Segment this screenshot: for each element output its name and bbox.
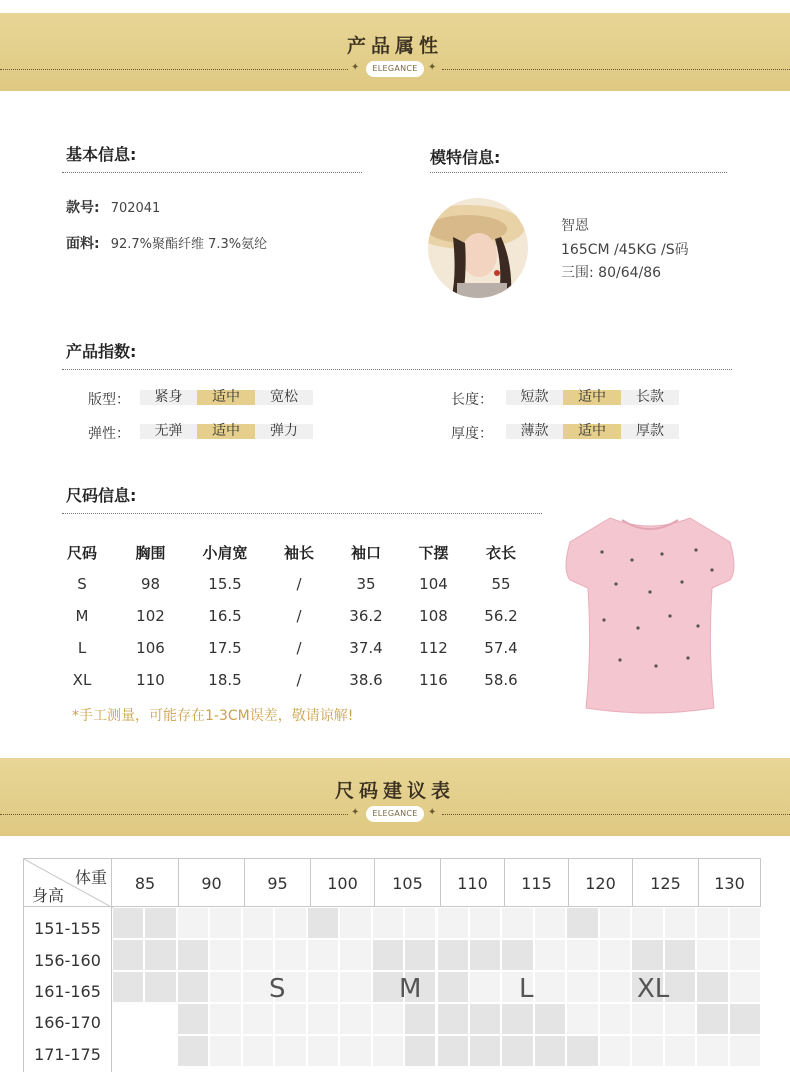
table-cell: 36.2	[349, 607, 383, 625]
length-option-long: 长款	[621, 390, 679, 405]
grid-cell	[600, 940, 630, 970]
header-cell: 下摆	[418, 543, 449, 562]
length-option-regular: 适中	[563, 390, 621, 405]
elastic-option-stretch: 弹力	[255, 424, 313, 439]
grid-cell	[567, 972, 597, 1002]
grid-cell	[308, 972, 338, 1002]
grid-cell	[535, 940, 565, 970]
grid-cell	[730, 1036, 760, 1066]
grid-cell	[632, 908, 662, 938]
table-cell: 17.5	[208, 639, 242, 657]
grid-cell	[275, 1004, 305, 1034]
grid-cell	[470, 940, 500, 970]
height-label: 161-165	[34, 982, 101, 1001]
grid-cell	[308, 1004, 338, 1034]
grid-cell	[340, 908, 370, 938]
grid-cell	[438, 972, 468, 1002]
thickness-option-thick: 厚款	[621, 424, 679, 439]
grid-cell	[502, 940, 532, 970]
weight-header: 115	[505, 858, 569, 907]
model-info-title: 模特信息:	[430, 148, 501, 167]
grid-cell	[632, 1036, 662, 1066]
table-cell: L	[77, 639, 87, 657]
grid-cell	[567, 1004, 597, 1034]
grid-cell	[665, 940, 695, 970]
grid-cell	[210, 1004, 240, 1034]
table-cell: M	[75, 607, 89, 625]
fit-option-loose: 宽松	[255, 390, 313, 405]
size-table-header	[60, 536, 522, 568]
weight-header: 125	[633, 858, 699, 907]
corner-height-label: 身高	[32, 886, 65, 905]
elegance-badge: ELEGANCE	[366, 61, 424, 77]
table-cell: 18.5	[208, 671, 242, 689]
grid-cell	[340, 972, 370, 1002]
fabric-label: 面料:	[66, 236, 100, 252]
product-index-title: 产品指数:	[66, 342, 137, 361]
model-avatar	[427, 197, 529, 299]
grid-cell	[405, 908, 435, 938]
size-marker-xl: XL	[637, 974, 670, 1004]
grid-cell	[730, 972, 760, 1002]
elastic-label: 弹性：	[88, 426, 130, 442]
weight-header: 90	[179, 858, 245, 907]
header-cell: 小肩宽	[202, 543, 248, 562]
length-option-short: 短款	[506, 390, 563, 405]
weight-header: 105	[375, 858, 441, 907]
elastic-option-regular: 适中	[197, 424, 255, 439]
grid-cell	[730, 908, 760, 938]
table-row	[60, 664, 522, 696]
banner-title: 产品属性	[346, 35, 443, 57]
grid-cell	[113, 972, 143, 1002]
grid-cell	[210, 1036, 240, 1066]
table-row	[60, 632, 522, 664]
grid-cell	[275, 908, 305, 938]
grid-cell	[730, 940, 760, 970]
ornament-icon: ✦	[351, 62, 360, 73]
model-stats: 165CM /45KG /S码	[561, 242, 689, 258]
style-number-label: 款号:	[66, 200, 100, 216]
thickness-option-regular: 适中	[563, 424, 621, 439]
banner-size-recommendation	[0, 758, 790, 836]
grid-cell	[470, 908, 500, 938]
grid-cell	[243, 1004, 273, 1034]
grid-cell	[178, 940, 208, 970]
grid-corner	[23, 858, 112, 907]
weight-header: 100	[311, 858, 375, 907]
table-cell: 98	[140, 575, 161, 593]
model-measurements: 三围: 80/64/86	[561, 265, 662, 281]
grid-cell	[308, 1036, 338, 1066]
divider	[62, 172, 362, 173]
grid-cell	[697, 1036, 727, 1066]
grid-cell	[438, 1036, 468, 1066]
style-number-value: 702041	[110, 201, 161, 216]
grid-cell	[243, 940, 273, 970]
model-name: 智恩	[561, 218, 589, 234]
divider	[62, 369, 732, 370]
table-cell: 15.5	[208, 575, 242, 593]
grid-cell	[665, 1036, 695, 1066]
header-cell: 尺码	[66, 543, 97, 562]
weight-header: 85	[112, 858, 179, 907]
table-cell: 108	[419, 607, 448, 625]
grid-cell	[600, 1036, 630, 1066]
grid-cell	[178, 1036, 208, 1066]
ornament-icon: ✦	[351, 807, 360, 818]
banner-divider-right	[442, 69, 790, 70]
grid-cell	[697, 908, 727, 938]
recommendation-grid	[23, 858, 761, 1072]
grid-cell	[535, 908, 565, 938]
weight-header: 110	[441, 858, 505, 907]
weight-header: 95	[245, 858, 311, 907]
grid-cell	[632, 940, 662, 970]
table-cell: XL	[72, 671, 92, 689]
banner-title: 尺码建议表	[334, 780, 455, 802]
corner-weight-label: 体重	[74, 868, 107, 887]
basic-info-title: 基本信息:	[66, 145, 137, 164]
table-cell: 35	[356, 575, 376, 593]
size-marker-m: M	[399, 974, 422, 1004]
grid-cell	[113, 908, 143, 938]
grid-cell	[340, 940, 370, 970]
grid-cell	[308, 940, 338, 970]
grid-cell	[470, 972, 500, 1002]
banner-divider-right	[442, 814, 790, 815]
grid-cell	[632, 1004, 662, 1034]
table-cell: 57.4	[484, 639, 518, 657]
table-cell: S	[77, 575, 87, 593]
divider	[62, 513, 542, 514]
table-cell: 106	[136, 639, 165, 657]
grid-cell	[373, 1036, 403, 1066]
grid-cell	[535, 1004, 565, 1034]
table-row	[60, 568, 522, 600]
grid-cell	[373, 1004, 403, 1034]
grid-cell	[243, 908, 273, 938]
grid-cell	[535, 972, 565, 1002]
grid-cell	[113, 940, 143, 970]
table-cell: 112	[419, 639, 448, 657]
grid-cell	[243, 1036, 273, 1066]
grid-cell	[145, 972, 175, 1002]
grid-cell	[275, 940, 305, 970]
grid-cell	[210, 908, 240, 938]
grid-cell	[405, 1004, 435, 1034]
grid-cell	[438, 940, 468, 970]
header-cell: 胸围	[135, 543, 166, 562]
thickness-label: 厚度：	[451, 426, 493, 442]
grid-cell	[405, 1036, 435, 1066]
grid-cell	[502, 908, 532, 938]
grid-cell	[567, 1036, 597, 1066]
fit-option-regular: 适中	[197, 390, 255, 405]
grid-cell	[697, 1004, 727, 1034]
grid-cell	[405, 940, 435, 970]
table-cell: /	[296, 607, 302, 625]
table-cell: 58.6	[484, 671, 518, 689]
grid-cell	[373, 940, 403, 970]
grid-cell	[210, 972, 240, 1002]
table-row	[60, 600, 522, 632]
grid-cell	[697, 972, 727, 1002]
grid-cell	[373, 908, 403, 938]
grid-cell	[145, 908, 175, 938]
grid-cell	[308, 908, 338, 938]
grid-cell	[178, 972, 208, 1002]
size-marker-l: L	[519, 974, 534, 1004]
grid-cell	[600, 908, 630, 938]
grid-cell	[178, 1004, 208, 1034]
table-cell: 37.4	[349, 639, 383, 657]
table-cell: /	[296, 671, 302, 689]
table-cell: 38.6	[349, 671, 383, 689]
grid-cell	[600, 1004, 630, 1034]
size-marker-s: S	[269, 974, 286, 1004]
fabric-row	[66, 233, 267, 253]
elegance-badge: ELEGANCE	[366, 806, 424, 822]
fabric-value: 92.7%聚酯纤维 7.3%氨纶	[110, 237, 268, 252]
grid-cell	[535, 1036, 565, 1066]
grid-cell	[470, 1004, 500, 1034]
grid-cell	[665, 908, 695, 938]
elastic-option-none: 无弹	[140, 424, 197, 439]
banner-product-attributes	[0, 13, 790, 91]
fit-option-tight: 紧身	[140, 390, 197, 405]
fit-label: 版型：	[88, 392, 130, 408]
measurement-note: *手工测量，可能存在1-3CM误差，敬请谅解!	[72, 708, 354, 724]
height-label: 171-175	[34, 1045, 101, 1064]
table-cell: 55	[491, 575, 511, 593]
length-label: 长度：	[451, 392, 493, 408]
header-cell: 袖口	[350, 543, 381, 562]
grid-cell	[502, 1036, 532, 1066]
height-label: 156-160	[34, 951, 101, 970]
grid-cell	[502, 1004, 532, 1034]
style-number-row	[66, 197, 160, 217]
grid-cell	[470, 1036, 500, 1066]
table-cell: 16.5	[208, 607, 242, 625]
grid-cell	[438, 1004, 468, 1034]
ornament-icon: ✦	[428, 62, 437, 73]
grid-cell	[438, 908, 468, 938]
banner-divider-left	[0, 814, 348, 815]
table-cell: 56.2	[484, 607, 518, 625]
weight-header: 130	[699, 858, 761, 907]
table-cell: /	[296, 575, 302, 593]
grid-cell	[730, 1004, 760, 1034]
table-cell: 102	[136, 607, 165, 625]
grid-cell	[145, 940, 175, 970]
product-shirt-image	[562, 510, 738, 716]
table-cell: 116	[419, 671, 448, 689]
banner-divider-left	[0, 69, 348, 70]
grid-cell	[275, 1036, 305, 1066]
weight-header: 120	[569, 858, 633, 907]
grid-cell	[600, 972, 630, 1002]
grid-cell	[340, 1036, 370, 1066]
grid-cell	[178, 908, 208, 938]
thickness-option-thin: 薄款	[506, 424, 563, 439]
ornament-icon: ✦	[428, 807, 437, 818]
header-cell: 袖长	[283, 543, 314, 562]
table-cell: /	[296, 639, 302, 657]
height-label: 166-170	[34, 1013, 101, 1032]
size-table	[60, 536, 522, 696]
table-cell: 104	[419, 575, 448, 593]
grid-cell	[567, 908, 597, 938]
divider	[430, 172, 727, 173]
table-cell: 110	[136, 671, 165, 689]
grid-cell	[665, 1004, 695, 1034]
grid-cell	[567, 940, 597, 970]
grid-cell	[210, 940, 240, 970]
grid-cell	[340, 1004, 370, 1034]
grid-cell	[697, 940, 727, 970]
header-cell: 衣长	[485, 543, 516, 562]
height-label: 151-155	[34, 919, 101, 938]
size-info-title: 尺码信息:	[66, 486, 137, 505]
